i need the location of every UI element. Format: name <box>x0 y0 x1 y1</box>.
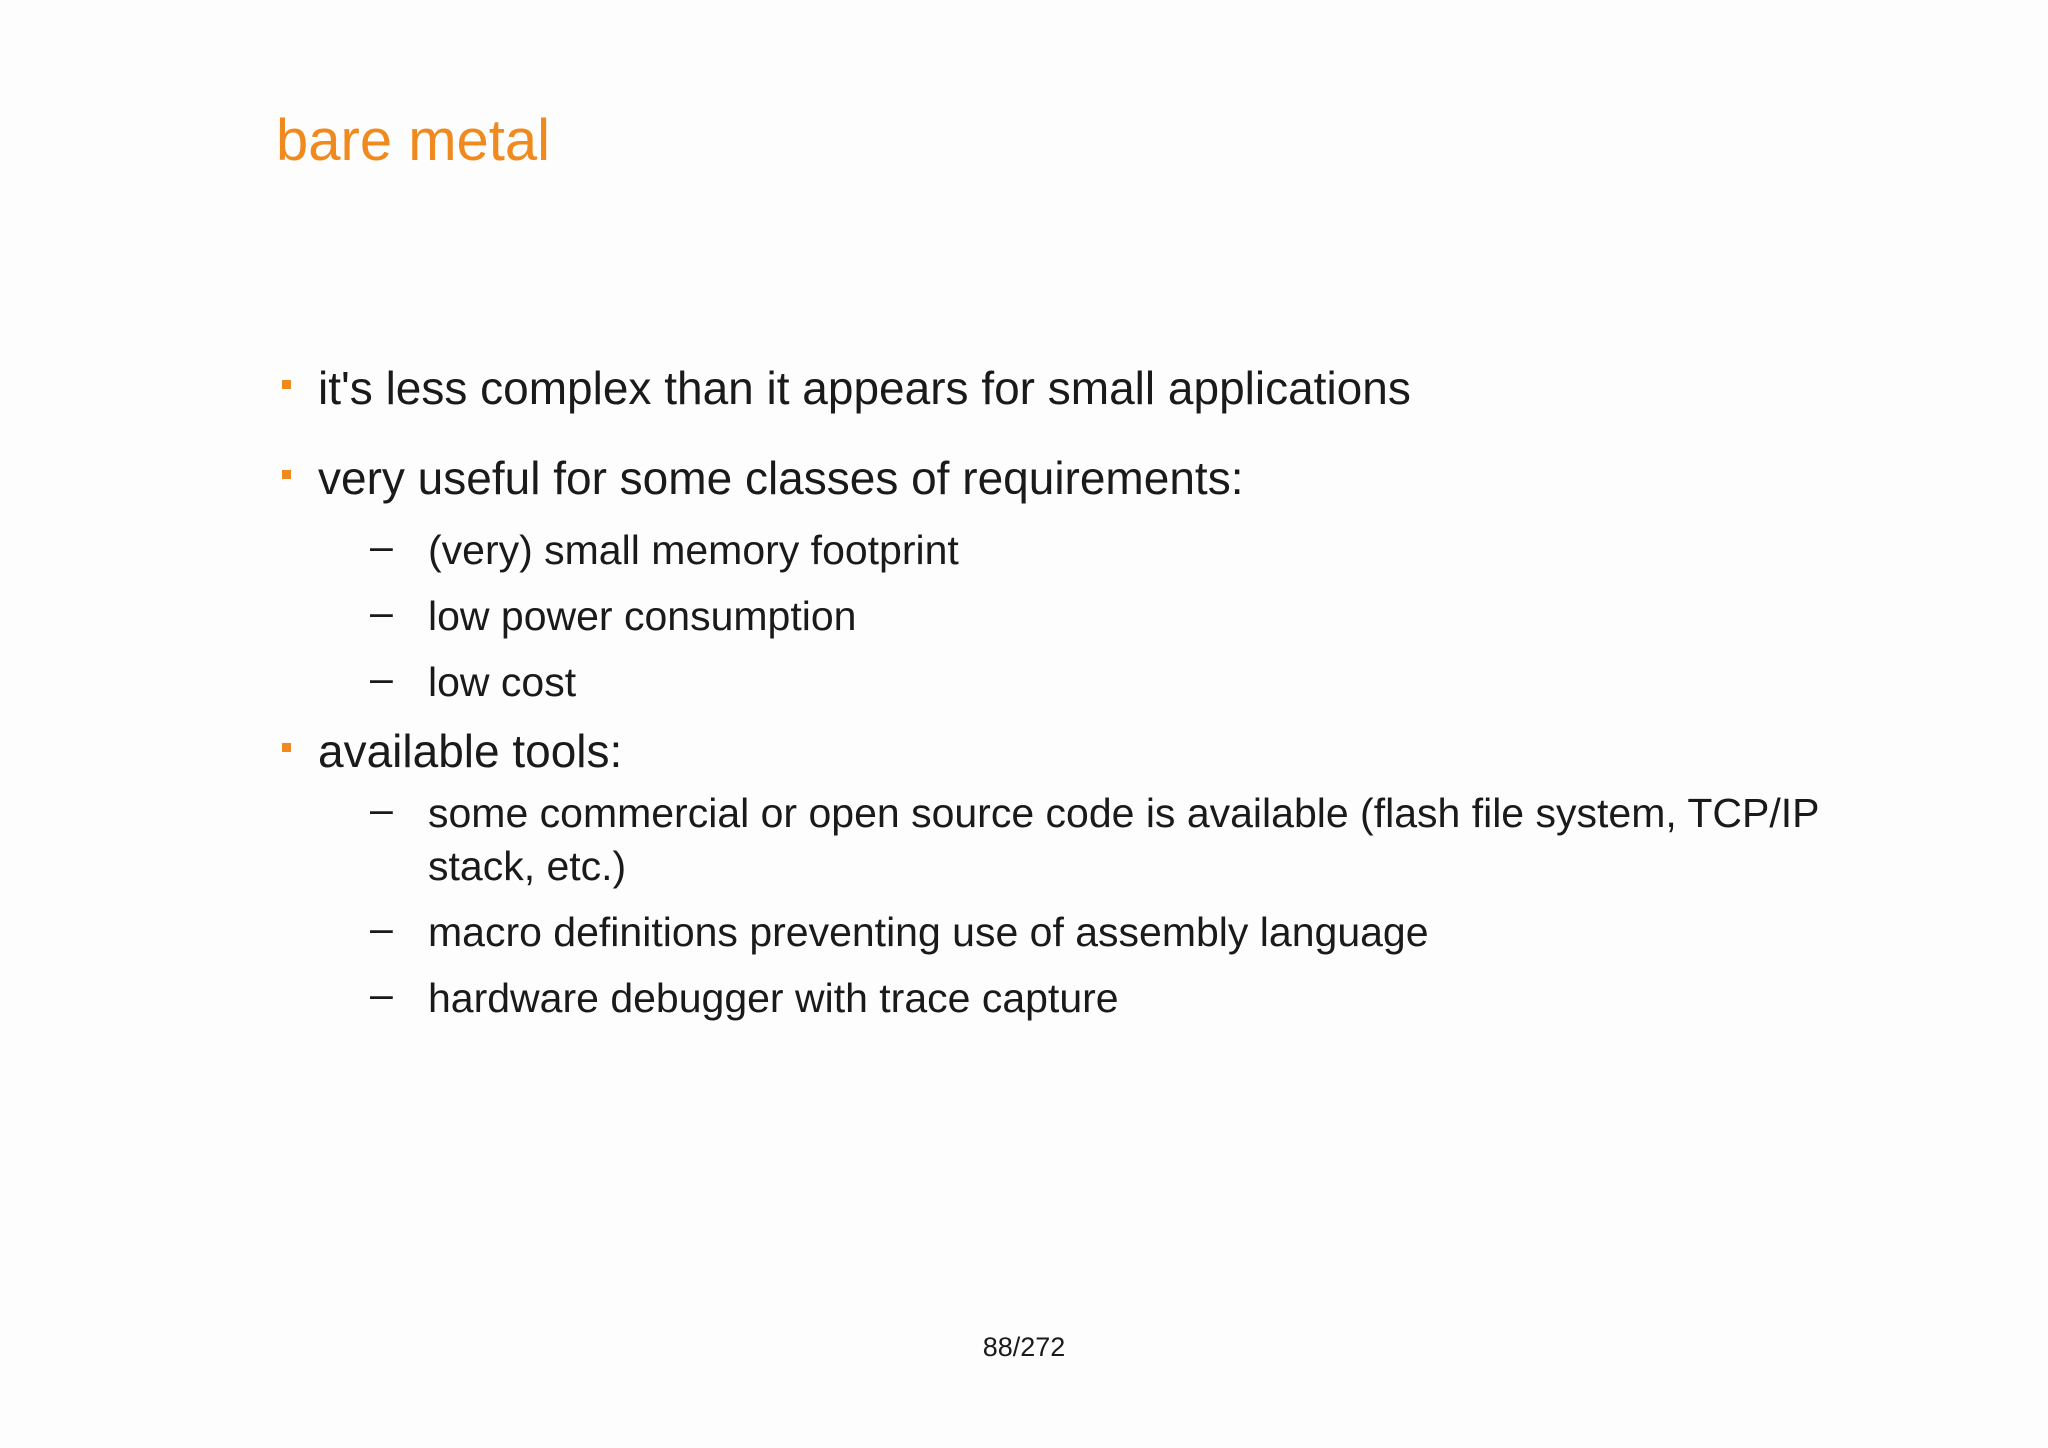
bullet-list <box>276 360 1896 1045</box>
sub-item-text: (very) small memory footprint <box>428 527 959 573</box>
dash-icon: – <box>370 655 393 701</box>
sub-item-text: some commercial or open source code is available (flash file system, TCP/IP stack, etc.) <box>428 790 1819 889</box>
sub-item <box>370 589 1896 643</box>
page-number: 88/272 <box>982 1332 1066 1362</box>
square-bullet-icon <box>282 743 291 752</box>
slide-title: bare metal <box>276 108 551 173</box>
sub-item <box>370 786 1868 893</box>
bullet-item <box>276 360 1896 416</box>
dash-icon: – <box>370 589 393 635</box>
square-bullet-icon <box>282 380 291 389</box>
bullet-text: available tools: <box>318 725 623 777</box>
sub-item <box>370 655 1896 709</box>
square-bullet-icon <box>282 470 291 479</box>
sub-item-text: hardware debugger with trace capture <box>428 975 1119 1021</box>
dash-icon: – <box>370 523 393 569</box>
dash-icon: – <box>370 971 393 1017</box>
bullet-item <box>276 450 1896 506</box>
sub-list <box>276 524 1896 709</box>
dash-icon: – <box>370 786 393 832</box>
bullet-text: very useful for some classes of requirements: <box>318 452 1244 504</box>
sub-item-text: low power consumption <box>428 593 857 639</box>
sub-item <box>370 905 1896 959</box>
sub-item <box>370 523 1896 577</box>
sub-item-text: macro definitions preventing use of assembly language <box>428 909 1429 955</box>
bullet-text: it's less complex than it appears for small applications <box>318 362 1411 414</box>
sub-item <box>370 971 1896 1025</box>
sub-item-text: low cost <box>428 659 577 705</box>
dash-icon: – <box>370 905 393 951</box>
bullet-item <box>276 723 1896 779</box>
sub-list <box>276 787 1896 1025</box>
